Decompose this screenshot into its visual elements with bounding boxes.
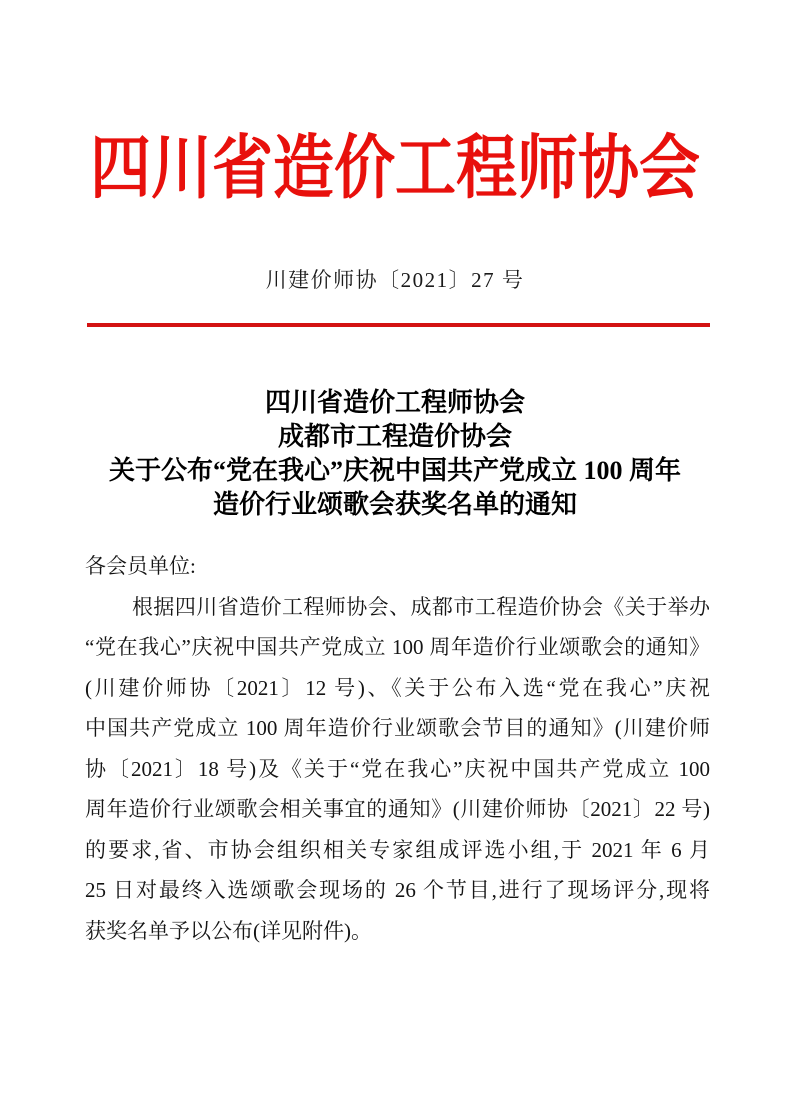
- body-text-line: 的要求,省、市协会组织相关专家组成评选小组,于 2021 年 6 月: [85, 837, 710, 862]
- body-closing-line: 获奖名单予以公布(详见附件)。: [85, 918, 372, 943]
- body-text-line: 协〔2021〕18 号)及《关于“党在我心”庆祝中国共产党成立 100: [85, 756, 710, 781]
- notice-title-line-3: 关于公布“党在我心”庆祝中国共产党成立 100 周年: [108, 456, 681, 485]
- body-text-line: 25 日对最终入选颂歌会现场的 26 个节目,进行了现场评分,现将: [85, 878, 710, 902]
- body-text-line: 中国共产党成立 100 周年造价行业颂歌会节目的通知》(川建价师: [85, 716, 710, 740]
- red-divider-rule: [87, 323, 710, 327]
- body-text-line: 周年造价行业颂歌会相关事宜的通知》(川建价师协〔2021〕22 号): [85, 797, 710, 821]
- body-text-line: (川建价师协〔2021〕12 号)、《关于公布入选“党在我心”庆祝: [85, 675, 710, 700]
- org-name-text: 四川省造价工程师协会: [89, 130, 700, 208]
- org-red-header: [0, 118, 790, 206]
- body-text-line: 根据四川省造价工程师协会、成都市工程造价协会《关于举办: [132, 594, 710, 619]
- salutation-line: 各会员单位:: [85, 554, 196, 578]
- body-text-line: “党在我心”庆祝中国共产党成立 100 周年造价行业颂歌会的通知》: [85, 635, 710, 659]
- notice-title-line-1: 四川省造价工程师协会: [264, 388, 525, 417]
- document-number: 川建价师协〔2021〕27 号: [265, 268, 525, 292]
- notice-body: [85, 546, 710, 951]
- notice-title-block: [40, 386, 750, 522]
- notice-title-line-4: 造价行业颂歌会获奖名单的通知: [212, 490, 577, 519]
- notice-title-line-2: 成都市工程造价协会: [277, 422, 512, 451]
